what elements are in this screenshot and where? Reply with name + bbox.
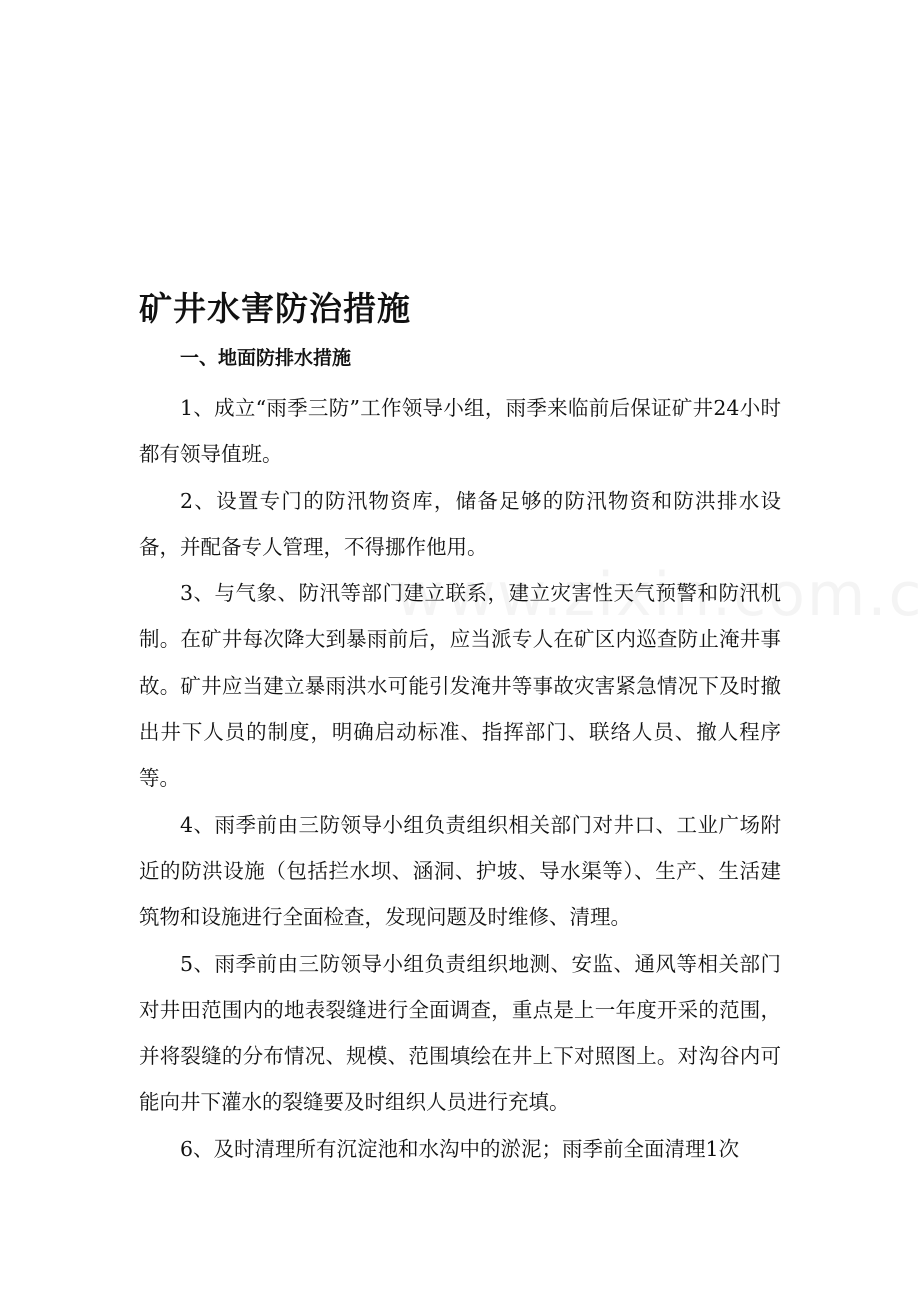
paragraph-1: 1、成立“雨季三防”工作领导小组，雨季来临前后保证矿井24小时都有领导值班。 xyxy=(139,396,781,467)
paragraph-4: 4、雨季前由三防领导小组负责组织相关部门对井口、工业广场附近的防洪设施（包括拦水坝、涵洞、护坡、导水渠等）、生产、生活建筑物和设施进行全面检查，发现问题及时维修、清理。 xyxy=(139,812,781,930)
section-heading: 一、地面防排水措施 xyxy=(180,347,352,369)
document-body xyxy=(139,385,781,1172)
document-title: 矿井水害防治措施 xyxy=(139,289,411,328)
paragraph-2: 2、设置专门的防汛物资库，储备足够的防汛物资和防洪排水设备，并配备专人管理，不得挪作他用。 xyxy=(139,488,781,559)
paragraph-3: 3、与气象、防汛等部门建立联系，建立灾害性天气预警和防汛机制。在矿井每次降大到暴雨前后，应当派专人在矿区内巡查防止淹井事故。矿井应当建立暴雨洪水可能引发淹井等事故灾害紧急情况下及时撤出井下人员的制度，明确启动标准、指挥部门、联络人员、撤人程序等。 xyxy=(139,581,781,791)
paragraph-6: 6、及时清理所有沉淀池和水沟中的淤泥；雨季前全面清理1次 xyxy=(180,1136,740,1161)
paragraph-5: 5、雨季前由三防领导小组负责组织地测、安监、通风等相关部门对井田范围内的地表裂缝进行全面调查，重点是上一年度开采的范围，并将裂缝的分布情况、规模、范围填绘在井上下对照图上。对沟谷内可能向井下灌水的裂缝要及时组织人员进行充填。 xyxy=(139,951,781,1115)
